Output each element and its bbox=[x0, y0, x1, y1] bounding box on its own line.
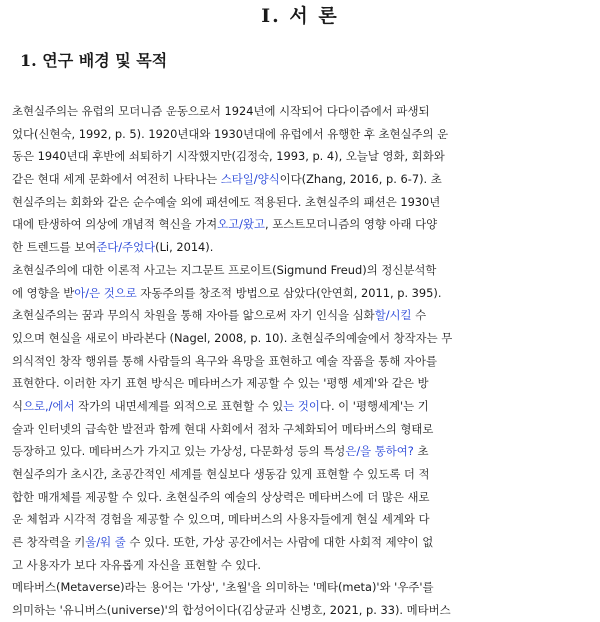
text-line bbox=[12, 259, 590, 282]
text-line bbox=[12, 486, 590, 509]
revision-highlight: 할/시킬 bbox=[374, 308, 412, 323]
text-segment: 수 bbox=[411, 308, 427, 323]
revision-highlight: 오고/왔고 bbox=[217, 217, 266, 232]
text-line bbox=[12, 531, 590, 554]
text-line bbox=[12, 554, 590, 577]
text-line bbox=[12, 599, 590, 622]
text-line bbox=[12, 145, 590, 168]
text-segment: 운 체험과 시각적 경험을 제공할 수 있으며, 메타버스의 사용자들에게 현실 세계와 다 bbox=[12, 512, 430, 527]
text-segment: 초현실주의는 유럽의 모더니즘 운동으로서 1924년에 시작되어 다다이즘에서 파생되 bbox=[12, 104, 430, 118]
text-line bbox=[12, 440, 590, 463]
text-segment: 수 있다. 또한, 가상 공간에서는 사람에 대한 사회적 제약이 없 bbox=[125, 535, 434, 550]
text-line bbox=[12, 123, 590, 146]
text-segment: 현실주의가 초시간, 초공간적인 세계를 현실보다 생동감 있게 표현할 수 있도록 더 적 bbox=[12, 467, 430, 481]
text-line bbox=[12, 168, 590, 191]
text-segment: 었다(신현숙, 1992, p. 5). 1920년대와 1930년대에 유럽에서 유행한 후 초현실주의 운 bbox=[12, 126, 449, 141]
text-segment: 자동주의를 창조적 방법으로 삼았다(안연희, 2011, p. 395). bbox=[136, 285, 442, 300]
text-line bbox=[12, 372, 590, 395]
text-line bbox=[12, 100, 590, 123]
text-segment: 메타버스(Metaverse)라는 용어는 '가상', '초월'을 의미하는 '메타(meta)'와 '우주'를 bbox=[12, 580, 434, 595]
text-segment: 이다(Zhang, 2016, p. 6-7). 초 bbox=[279, 172, 442, 187]
text-segment: 현실주의는 회화와 같은 순수예술 외에 패션에도 적용된다. 초현실주의 패션은 1930년 bbox=[12, 194, 441, 209]
text-segment: 초 bbox=[413, 444, 429, 459]
text-segment: 술과 인터넷의 급속한 발전과 함께 현대 사회에서 점차 구체화되어 메타버스의 형태로 bbox=[12, 421, 434, 436]
section-title: I. 서 론 bbox=[261, 5, 339, 27]
text-segment: 합한 매개체를 제공할 수 있다. 초현실주의 예술의 상상력은 메타버스에 더 많은 새로 bbox=[12, 489, 430, 504]
text-segment: 한 트렌드를 보여 bbox=[12, 240, 97, 255]
text-segment: 다. 이 '평행세계'는 기 bbox=[319, 398, 429, 413]
revision-highlight: 는 것이 bbox=[283, 398, 320, 413]
text-segment: 초현실주의에 대한 이론적 사고는 지그문트 프로이트(Sigmund Freud)의 정신분석학 bbox=[12, 262, 437, 277]
text-line bbox=[12, 327, 590, 350]
revision-highlight: 아/은 것으로 bbox=[74, 285, 137, 300]
text-line bbox=[12, 304, 590, 327]
text-segment: (Li, 2014). bbox=[155, 240, 214, 255]
text-segment: 작가의 내면세계를 외적으로 표현할 수 있 bbox=[74, 398, 284, 413]
revision-highlight: 스타일/양식 bbox=[220, 172, 280, 187]
revision-highlight: 은/을 통하여? bbox=[345, 444, 414, 459]
text-line bbox=[12, 213, 590, 236]
text-segment: 대에 탄생하여 의상에 개념적 혁신을 가져 bbox=[12, 217, 218, 232]
text-segment: 초현실주의는 꿈과 무의식 차원을 통해 자아를 앎으로써 자기 인식을 심화 bbox=[12, 308, 375, 323]
text-segment: 동은 1940년대 후반에 쇠퇴하기 시작했지만(김정숙, 1993, p. 4), 오늘날 영화, 회화와 bbox=[12, 149, 445, 164]
text-segment: 고 사용자가 보다 자유롭게 자신을 표현할 수 있다. bbox=[12, 557, 262, 572]
text-segment: , 포스트모더니즘의 영향 아래 다양 bbox=[265, 217, 438, 232]
text-line bbox=[12, 508, 590, 531]
text-line bbox=[12, 282, 590, 305]
text-segment: 의식적인 창작 행위를 통해 사람들의 욕구와 욕망을 표현하고 예술 작품을 통해 자아를 bbox=[12, 353, 437, 368]
text-line bbox=[12, 418, 590, 441]
body-text bbox=[12, 100, 590, 622]
revision-highlight: 으로,/에서 bbox=[23, 398, 75, 413]
text-line bbox=[12, 191, 590, 214]
revision-highlight: 준다/주었다 bbox=[96, 240, 156, 255]
text-line bbox=[12, 350, 590, 373]
text-segment: 식 bbox=[12, 398, 24, 413]
text-line bbox=[12, 576, 590, 599]
text-line bbox=[12, 236, 590, 259]
text-segment: 른 창작력을 키 bbox=[12, 535, 86, 550]
text-segment: 표현한다. 이러한 자기 표현 방식은 메타버스가 제공할 수 있는 '평행 세계'와 같은 방 bbox=[12, 376, 429, 391]
revision-highlight: 울/워 줄 bbox=[85, 535, 126, 550]
text-segment: 같은 현대 세계 문화에서 여전히 나타나는 bbox=[12, 172, 221, 187]
subsection-heading: 1. 연구 배경 및 목적 bbox=[20, 51, 168, 70]
text-line bbox=[12, 395, 590, 418]
text-segment: 에 영향을 받 bbox=[12, 285, 75, 300]
text-line bbox=[12, 463, 590, 486]
text-segment: 있으며 현실을 새로이 바라본다 (Nagel, 2008, p. 10). 초현실주의예술에서 창작자는 무 bbox=[12, 330, 453, 345]
text-segment: 의미하는 '유니버스(universe)'의 합성어이다(김상균과 신병호, 2021, p. 33). 메타버스 bbox=[12, 603, 451, 618]
text-segment: 등장하고 있다. 메타버스가 가지고 있는 가상성, 다문화성 등의 특성 bbox=[12, 444, 346, 459]
